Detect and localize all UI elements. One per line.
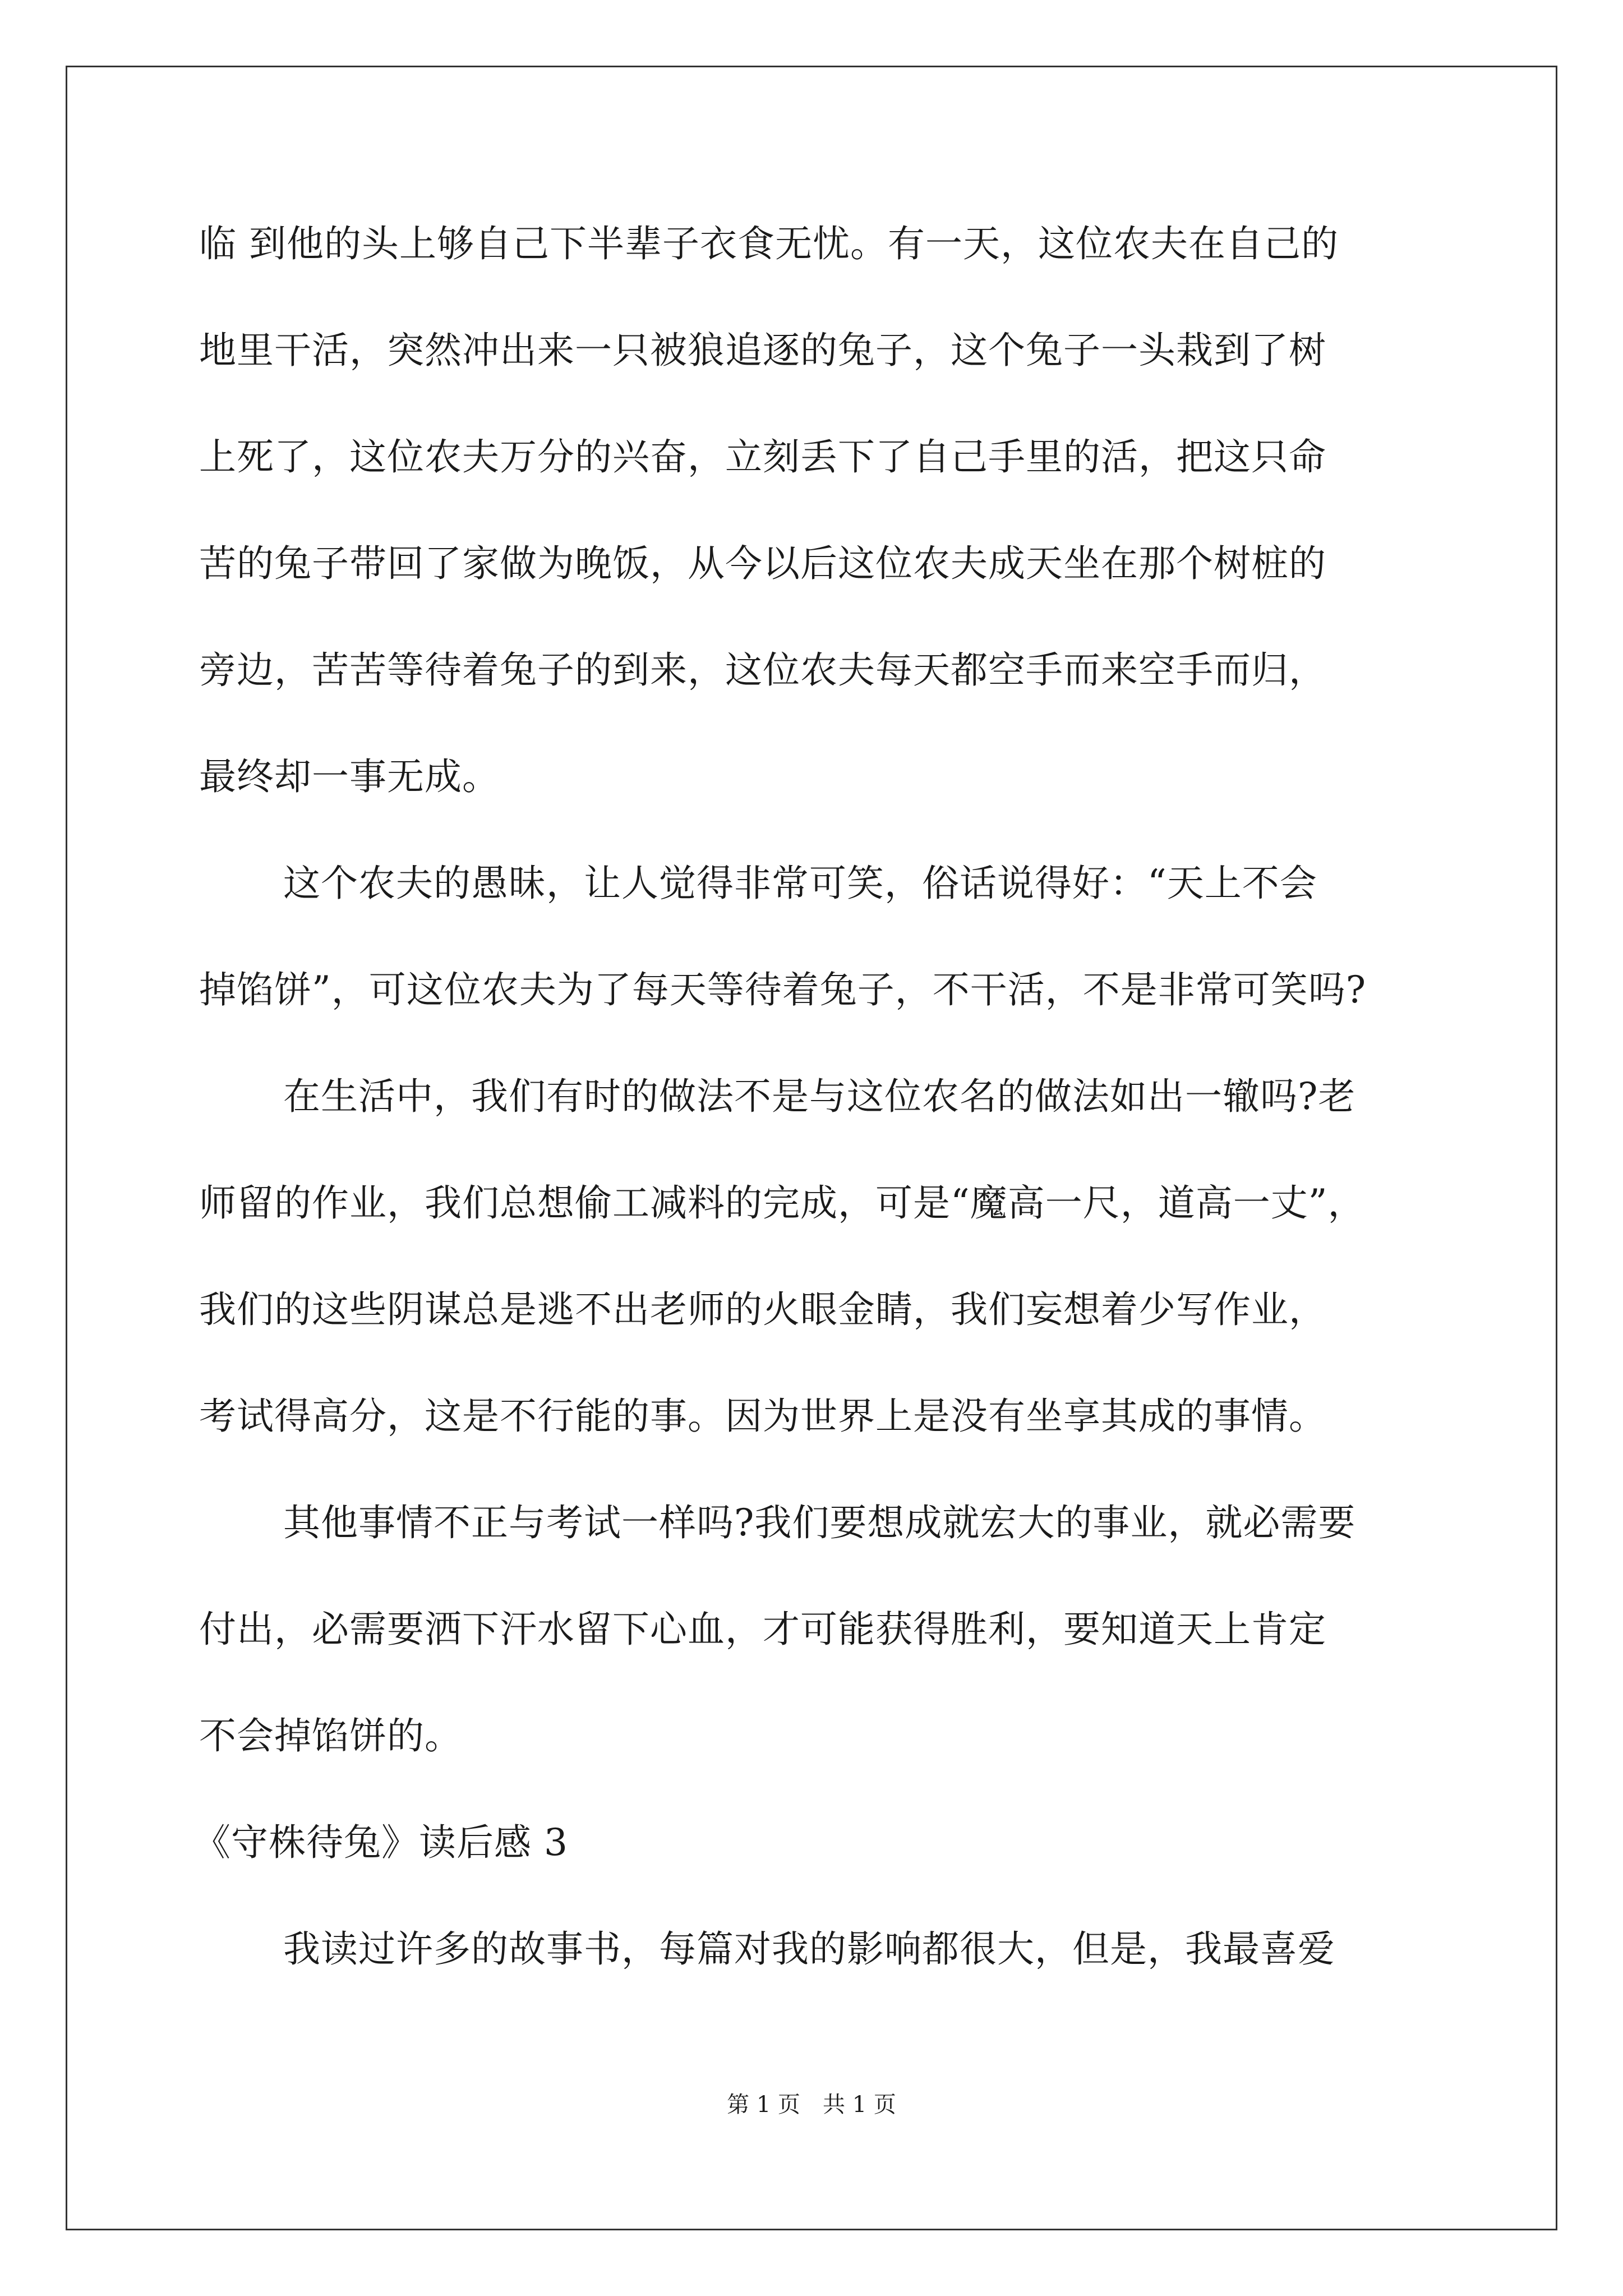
text-line: 付出，必需要洒下汗水留下心血，才可能获得胜利，要知道天上肯定	[199, 1608, 1326, 1651]
text-line: 旁边，苦苦等待着兔子的到来，这位农夫每天都空手而来空手而归，	[199, 648, 1326, 692]
text-line: 苦的兔子带回了家做为晚饭，从今以后这位农夫成天坐在那个树桩的	[199, 542, 1326, 585]
text-line: 掉馅饼”，可这位农夫为了每天等待着兔子，不干活，不是非常可笑吗?	[199, 968, 1367, 1011]
paragraph-start-line: 我读过许多的故事书，每篇对我的影响都很大，但是，我最喜爱	[283, 1927, 1335, 1971]
text-line: 师留的作业，我们总想偷工减料的完成，可是“魔高一尺，道高一丈”，	[199, 1181, 1366, 1225]
section-heading: 《守株待兔》读后感 3	[193, 1821, 568, 1864]
page-number-footer: 第 1 页 共 1 页	[727, 2092, 896, 2118]
text-line: 上死了，这位农夫万分的兴奋，立刻丢下了自己手里的活，把这只命	[199, 435, 1326, 478]
text-line: 地里干活，突然冲出来一只被狼追逐的兔子，这个兔子一头栽到了树	[199, 329, 1326, 372]
paragraph-start-line: 这个农夫的愚昧，让人觉得非常可笑，俗话说得好：“天上不会	[283, 862, 1317, 905]
text-line: 不会掉馅饼的。	[199, 1714, 462, 1757]
text-line: 临 到他的头上够自己下半辈子衣食无忧。有一天，这位农夫在自己的	[199, 222, 1339, 265]
text-line: 我们的这些阴谋总是逃不出老师的火眼金睛，我们妄想着少写作业，	[199, 1288, 1326, 1331]
paragraph-start-line: 其他事情不正与考试一样吗?我们要想成就宏大的事业，就必需要	[283, 1501, 1356, 1544]
text-line: 考试得高分，这是不行能的事。因为世界上是没有坐享其成的事情。	[199, 1395, 1326, 1438]
text-line: 最终却一事无成。	[199, 755, 500, 798]
paragraph-start-line: 在生活中，我们有时的做法不是与这位农名的做法如出一辙吗?老	[283, 1075, 1356, 1118]
document-body	[193, 213, 1433, 2025]
